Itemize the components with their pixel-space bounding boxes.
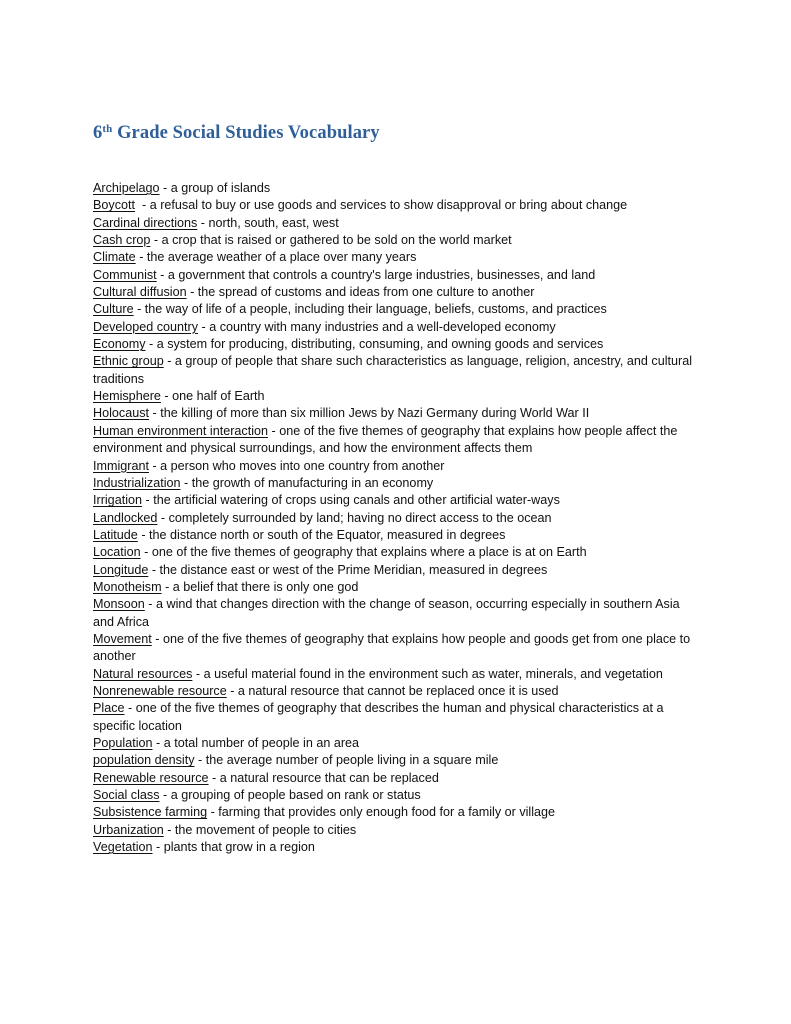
vocab-entry bbox=[93, 631, 703, 666]
vocab-term: Communist bbox=[93, 267, 157, 282]
vocab-term: Ethnic group bbox=[93, 354, 164, 369]
vocab-entry bbox=[93, 301, 703, 318]
vocab-entry bbox=[93, 839, 703, 856]
vocab-definition: - the distance east or west of the Prime Meridian, measured in degrees bbox=[148, 562, 548, 577]
vocab-entry bbox=[93, 822, 703, 839]
vocab-entry bbox=[93, 770, 703, 787]
vocab-entry bbox=[93, 215, 703, 232]
vocab-definition: - a natural resource that cannot be replaced once it is used bbox=[226, 683, 559, 698]
vocab-entry bbox=[93, 666, 703, 683]
vocab-definition: - a person who moves into one country from another bbox=[148, 458, 445, 473]
vocab-definition: - the average weather of a place over many years bbox=[135, 250, 417, 265]
vocab-term: Monotheism bbox=[93, 579, 162, 594]
vocab-definition: - the growth of manufacturing in an economy bbox=[180, 475, 434, 490]
vocab-entry bbox=[93, 596, 703, 631]
vocab-entry bbox=[93, 683, 703, 700]
vocab-term: Nonrenewable resource bbox=[93, 683, 227, 698]
vocab-term: Natural resources bbox=[93, 666, 193, 681]
vocab-entry bbox=[93, 388, 703, 405]
vocab-definition: - a crop that is raised or gathered to be sold on the world market bbox=[150, 233, 512, 248]
vocab-term: Social class bbox=[93, 788, 160, 803]
vocab-term: population density bbox=[93, 753, 195, 768]
vocab-term: Irrigation bbox=[93, 493, 142, 508]
vocab-entry bbox=[93, 180, 703, 197]
vocab-entry bbox=[93, 336, 703, 353]
vocab-definition: - a total number of people in an area bbox=[152, 736, 360, 750]
vocab-definition: - north, south, east, west bbox=[197, 215, 339, 230]
page-title bbox=[93, 123, 380, 144]
vocab-term: Climate bbox=[93, 250, 136, 265]
vocab-definition: - one of the five themes of geography that describes the human and physical characteristics at a specific location bbox=[93, 701, 668, 733]
vocab-definition: - a group of people that share such characteristics as language, religion, ancestry, and cultural traditions bbox=[93, 354, 696, 386]
vocab-entry bbox=[93, 319, 703, 336]
vocab-definition: - a grouping of people based on rank or status bbox=[159, 788, 421, 803]
title-superscript: th bbox=[102, 123, 113, 135]
vocab-term: Human environment interaction bbox=[93, 423, 269, 438]
vocab-term: Cardinal directions bbox=[93, 215, 198, 230]
vocab-term: Immigrant bbox=[93, 458, 149, 473]
vocab-definition: - one half of Earth bbox=[160, 389, 265, 404]
vocab-term: Cash crop bbox=[93, 233, 151, 248]
vocab-term: Population bbox=[93, 736, 153, 750]
vocab-definition: - a group of islands bbox=[159, 181, 271, 195]
vocab-entry bbox=[93, 544, 703, 561]
vocab-definition: - plants that grow in a region bbox=[152, 840, 315, 855]
vocab-term: Movement bbox=[93, 631, 152, 646]
vocab-definition: - one of the five themes of geography that explains where a place is at on Earth bbox=[140, 545, 587, 560]
vocab-definition: - one of the five themes of geography that explains how people and goods get from one place to another bbox=[93, 631, 694, 664]
vocab-term: Cultural diffusion bbox=[93, 285, 187, 300]
vocab-definition: - a useful material found in the environment such as water, minerals, and vegetation bbox=[192, 666, 663, 681]
vocab-entry bbox=[93, 284, 703, 301]
vocab-entry bbox=[93, 700, 703, 735]
vocab-entry bbox=[93, 249, 703, 266]
vocab-definition: - the distance north or south of the Equator, measured in degrees bbox=[137, 527, 506, 542]
vocab-entry bbox=[93, 458, 703, 475]
vocab-entry bbox=[93, 492, 703, 509]
vocab-definition: - a refusal to buy or use goods and services to show disapproval or bring about change bbox=[135, 198, 628, 213]
vocab-definition: - a government that controls a country's large industries, businesses, and land bbox=[156, 267, 596, 282]
vocab-definition: - a belief that there is only one god bbox=[161, 579, 359, 594]
vocab-term: Culture bbox=[93, 302, 134, 317]
vocab-definition: - the way of life of a people, including their language, beliefs, customs, and practices bbox=[133, 302, 607, 317]
vocab-entry bbox=[93, 267, 703, 284]
vocab-term: Place bbox=[93, 701, 125, 716]
vocab-definition: - a wind that changes direction with the change of season, occurring especially in southern Asia and Africa bbox=[93, 597, 684, 629]
vocab-entry bbox=[93, 423, 703, 458]
vocab-term: Archipelago bbox=[93, 181, 160, 195]
vocab-entry bbox=[93, 353, 703, 388]
title-grade-number: 6 bbox=[93, 123, 103, 143]
vocab-definition: - the movement of people to cities bbox=[163, 822, 357, 837]
vocab-term: Hemisphere bbox=[93, 389, 161, 404]
vocab-term: Holocaust bbox=[93, 406, 150, 421]
vocab-term: Latitude bbox=[93, 527, 138, 542]
vocab-definition: - one of the five themes of geography that explains how people affect the environment and physical surroundings, and how the environment affects them bbox=[93, 423, 681, 456]
vocab-definition: - a country with many industries and a well-developed economy bbox=[198, 319, 556, 334]
vocab-definition: - a system for producing, distributing, consuming, and owning goods and services bbox=[145, 337, 604, 352]
vocab-entry bbox=[93, 562, 703, 579]
vocab-term: Renewable resource bbox=[93, 770, 209, 785]
title-text: Grade Social Studies Vocabulary bbox=[112, 123, 380, 143]
vocab-definition: - the artificial watering of crops using canals and other artificial water-ways bbox=[142, 493, 560, 508]
vocab-term: Industrialization bbox=[93, 475, 181, 490]
vocab-entry bbox=[93, 752, 703, 769]
vocab-term: Location bbox=[93, 545, 141, 560]
vocab-entry bbox=[93, 475, 703, 492]
vocab-entry bbox=[93, 405, 703, 422]
vocab-definition: - the average number of people living in a square mile bbox=[194, 753, 499, 768]
vocabulary-list bbox=[93, 180, 703, 856]
vocab-term: Developed country bbox=[93, 319, 199, 334]
vocab-entry bbox=[93, 510, 703, 527]
vocab-definition: - the spread of customs and ideas from one culture to another bbox=[186, 285, 535, 300]
vocab-definition: - completely surrounded by land; having no direct access to the ocean bbox=[157, 510, 552, 525]
vocab-entry bbox=[93, 804, 703, 821]
vocab-entry bbox=[93, 527, 703, 544]
vocab-definition: - farming that provides only enough food for a family or village bbox=[207, 805, 556, 820]
vocab-term: Monsoon bbox=[93, 597, 145, 612]
vocab-term: Economy bbox=[93, 337, 146, 352]
vocab-definition: - a natural resource that can be replaced bbox=[208, 770, 439, 785]
vocab-term: Longitude bbox=[93, 562, 149, 577]
vocab-term: Urbanization bbox=[93, 822, 164, 837]
vocab-term: Subsistence farming bbox=[93, 805, 208, 820]
vocab-term: Landlocked bbox=[93, 510, 158, 525]
vocab-entry bbox=[93, 735, 703, 752]
vocab-entry bbox=[93, 787, 703, 804]
vocab-entry bbox=[93, 579, 703, 596]
vocab-term: Boycott bbox=[93, 198, 135, 213]
vocab-term: Vegetation bbox=[93, 840, 153, 855]
vocab-definition: - the killing of more than six million Jews by Nazi Germany during World War II bbox=[149, 406, 590, 421]
vocab-entry bbox=[93, 197, 703, 214]
vocab-entry bbox=[93, 232, 703, 249]
